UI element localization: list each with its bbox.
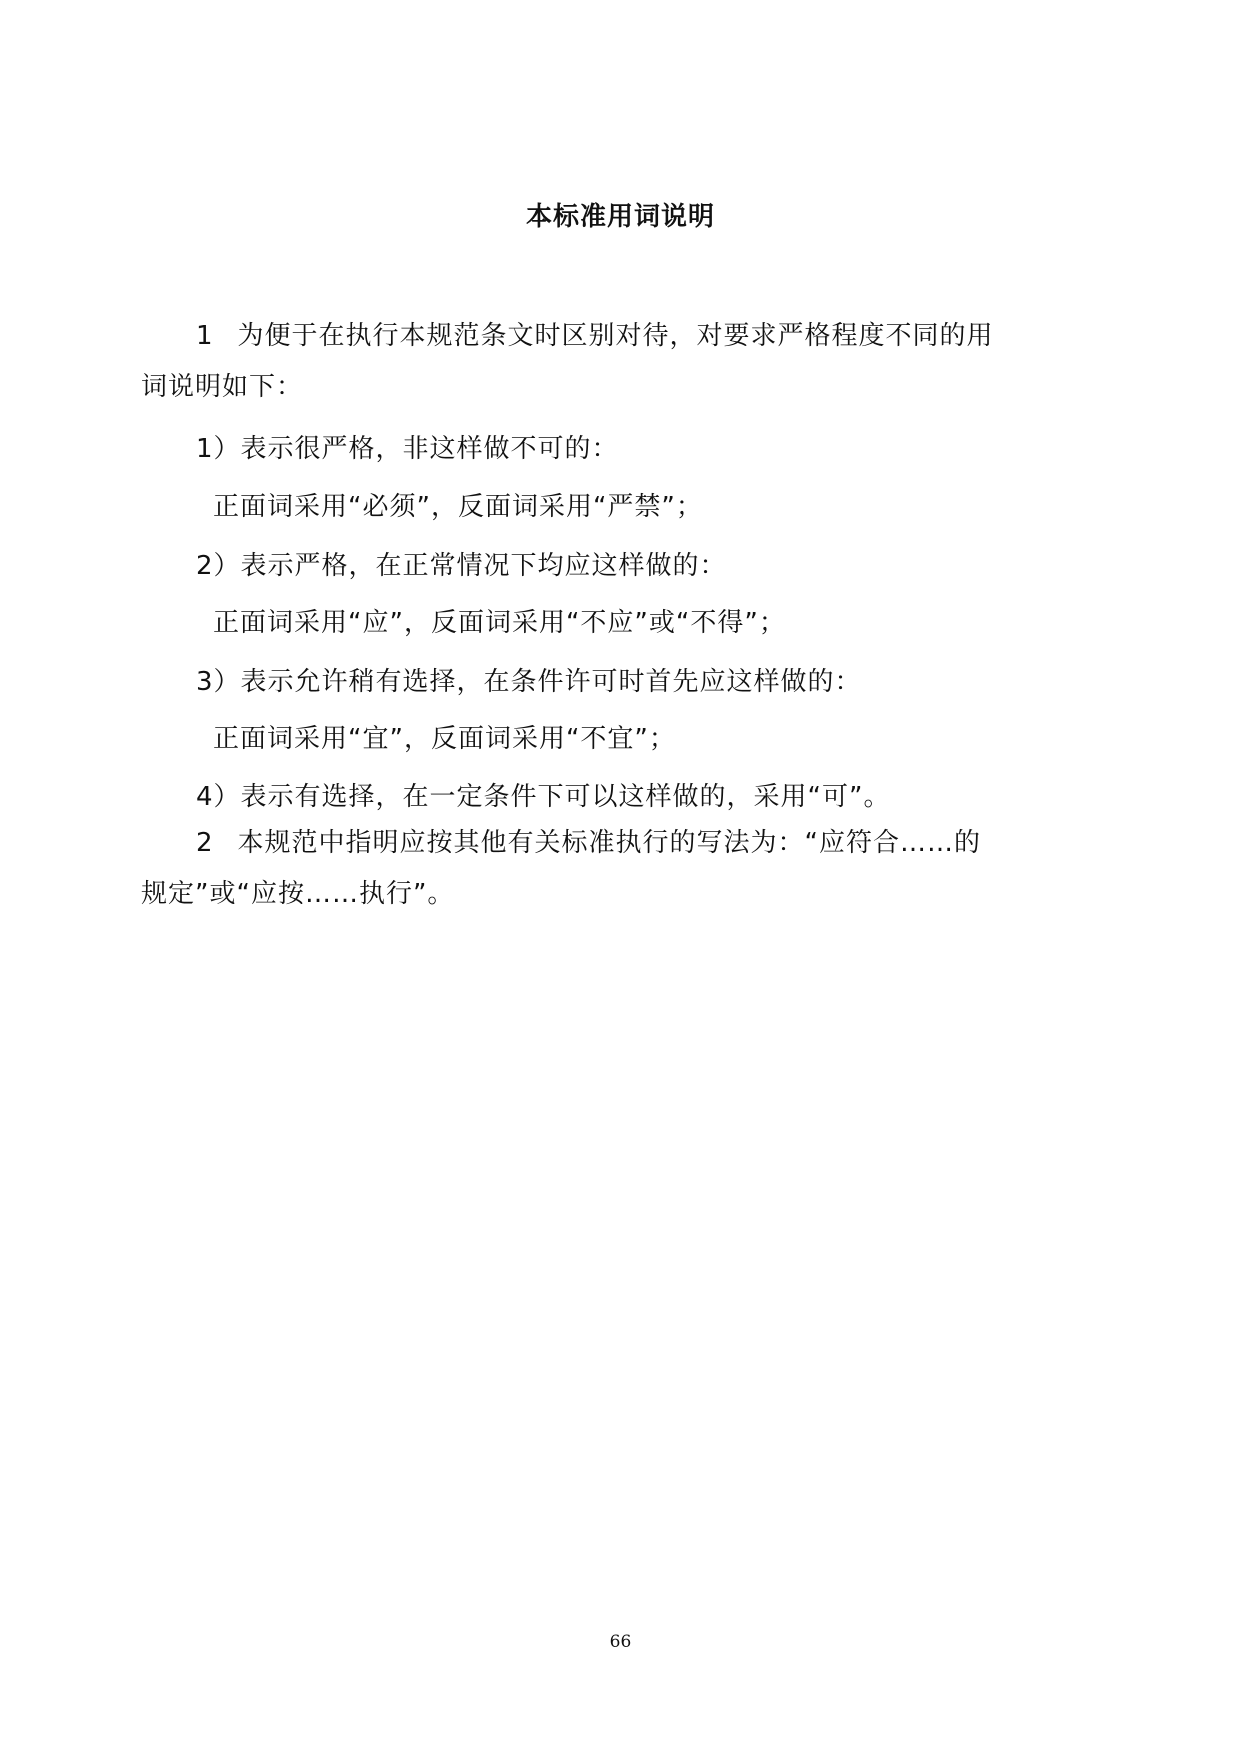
item-1-label: 1）表示很严格，非这样做不可的： — [196, 434, 619, 464]
clause-1-number: 1 — [196, 321, 214, 351]
clause-2-text: 本规范中指明应按其他有关标准执行的写法为：“应符合……的 — [237, 828, 982, 858]
clause-2-number: 2 — [196, 828, 214, 858]
item-4-label: 4）表示有选择，在一定条件下可以这样做的，采用“可”。 — [196, 782, 891, 812]
clause-2-line-2: 规定”或“应按……执行”。 — [141, 879, 455, 909]
page-title: 本标准用词说明 — [525, 202, 715, 232]
page-number: 66 — [609, 1632, 632, 1652]
item-1-detail: 正面词采用“必须”，反面词采用“严禁”； — [213, 492, 703, 522]
clause-2-line-1 — [196, 822, 981, 859]
item-2-label: 2）表示严格，在正常情况下均应这样做的： — [196, 551, 727, 581]
item-3-detail: 正面词采用“宜”，反面词采用“不宜”； — [213, 724, 676, 754]
clause-1-line-1 — [196, 315, 994, 352]
clause-1-line-2: 词说明如下： — [141, 372, 304, 402]
item-3-label: 3）表示允许稍有选择，在条件许可时首先应这样做的： — [196, 667, 862, 697]
item-2-detail: 正面词采用“应”，反面词采用“不应”或“不得”； — [213, 608, 786, 638]
clause-1-text: 为便于在执行本规范条文时区别对待，对要求严格程度不同的用 — [237, 321, 994, 351]
